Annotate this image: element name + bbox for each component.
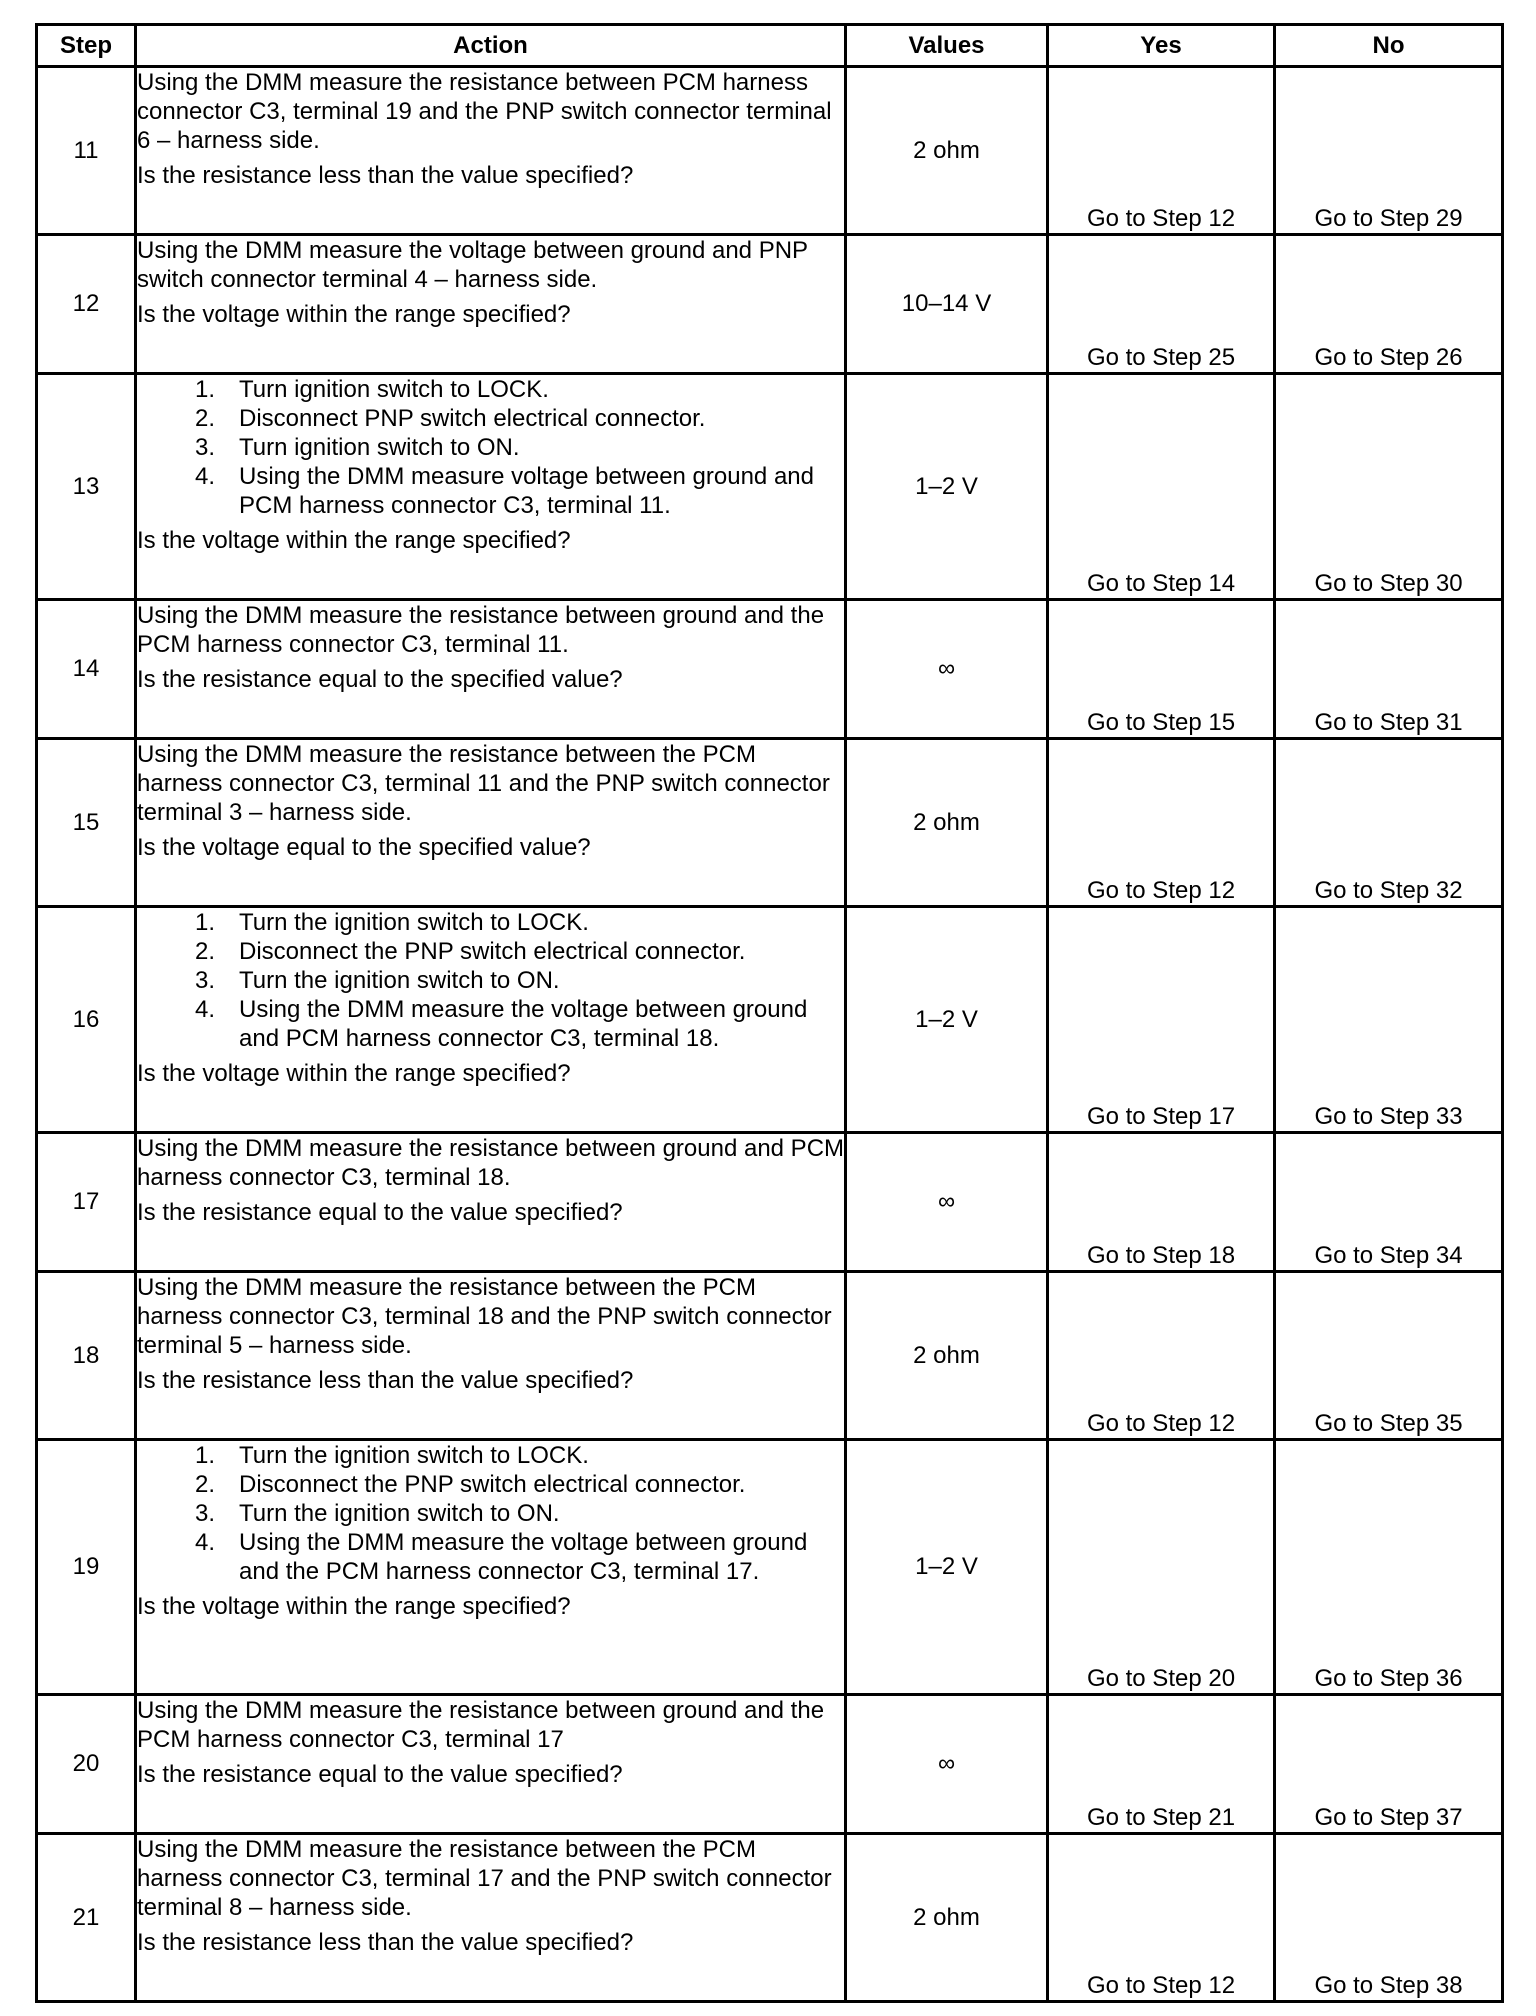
list-text: Turn the ignition switch to ON.	[239, 1500, 560, 1527]
step-number: 20	[37, 1695, 136, 1834]
value-cell: 1–2 V	[846, 907, 1048, 1133]
action-question: Is the resistance less than the value specified?	[137, 1367, 634, 1394]
header-step: Step	[37, 25, 136, 67]
action-question: Is the voltage within the range specified?	[137, 527, 571, 554]
action-cell	[136, 600, 846, 739]
no-cell: Go to Step 33	[1275, 907, 1503, 1133]
list-number: 4.	[194, 1529, 215, 1556]
procedure-list	[137, 908, 844, 1053]
step-number: 19	[37, 1440, 136, 1695]
action-cell	[136, 1695, 846, 1834]
step-number: 11	[37, 67, 136, 235]
list-text: Using the DMM measure the voltage between ground and PCM harness connector C3, terminal 18.	[239, 996, 808, 1052]
table-row	[37, 1440, 1503, 1695]
action-text: Using the DMM measure the resistance between ground and the PCM harness connector C3, terminal 11.	[137, 602, 825, 658]
list-text: Using the DMM measure the voltage between ground and the PCM harness connector C3, terminal 17.	[239, 1529, 808, 1585]
value-cell: 1–2 V	[846, 374, 1048, 600]
table-row	[37, 600, 1503, 739]
value-cell: 10–14 V	[846, 235, 1048, 374]
list-item	[137, 433, 844, 462]
yes-cell: Go to Step 12	[1048, 1834, 1275, 2002]
yes-cell: Go to Step 17	[1048, 907, 1275, 1133]
no-cell: Go to Step 37	[1275, 1695, 1503, 1834]
step-number: 15	[37, 739, 136, 907]
action-question: Is the resistance equal to the specified value?	[137, 666, 623, 693]
header-yes: Yes	[1048, 25, 1275, 67]
step-number: 18	[37, 1272, 136, 1440]
step-number: 21	[37, 1834, 136, 2002]
value-cell: ∞	[846, 1133, 1048, 1272]
yes-cell: Go to Step 12	[1048, 1272, 1275, 1440]
no-cell: Go to Step 34	[1275, 1133, 1503, 1272]
action-question: Is the resistance less than the value specified?	[137, 162, 634, 189]
list-number: 4.	[194, 996, 215, 1023]
list-text: Disconnect the PNP switch electrical connector.	[239, 938, 746, 965]
step-number: 17	[37, 1133, 136, 1272]
action-cell	[136, 235, 846, 374]
header-row	[37, 25, 1503, 67]
list-item	[137, 937, 844, 966]
list-number: 4.	[194, 463, 215, 490]
diagnostic-table	[35, 23, 1504, 2003]
yes-cell: Go to Step 18	[1048, 1133, 1275, 1272]
action-cell	[136, 739, 846, 907]
yes-cell: Go to Step 25	[1048, 235, 1275, 374]
no-cell: Go to Step 32	[1275, 739, 1503, 907]
step-number: 16	[37, 907, 136, 1133]
table-row	[37, 67, 1503, 235]
procedure-list	[137, 1441, 844, 1586]
action-cell	[136, 374, 846, 600]
no-cell: Go to Step 36	[1275, 1440, 1503, 1695]
action-cell	[136, 1834, 846, 2002]
yes-cell: Go to Step 14	[1048, 374, 1275, 600]
action-cell	[136, 67, 846, 235]
yes-cell: Go to Step 12	[1048, 67, 1275, 235]
action-question: Is the voltage within the range specified?	[137, 301, 571, 328]
table-row	[37, 374, 1503, 600]
action-cell	[136, 907, 846, 1133]
action-text: Using the DMM measure the resistance between ground and PCM harness connector C3, terminal 18.	[137, 1135, 845, 1191]
list-item	[137, 404, 844, 433]
list-item	[137, 908, 844, 937]
list-number: 1.	[194, 376, 215, 403]
no-cell: Go to Step 30	[1275, 374, 1503, 600]
list-text: Turn the ignition switch to LOCK.	[239, 1442, 589, 1469]
list-text: Disconnect the PNP switch electrical connector.	[239, 1471, 746, 1498]
list-number: 2.	[194, 1471, 215, 1498]
list-item	[137, 375, 844, 404]
list-item	[137, 1499, 844, 1528]
list-text: Turn the ignition switch to ON.	[239, 967, 560, 994]
list-text: Disconnect PNP switch electrical connector.	[239, 405, 706, 432]
list-text: Using the DMM measure voltage between ground and PCM harness connector C3, terminal 11.	[239, 463, 814, 519]
list-text: Turn ignition switch to ON.	[239, 434, 520, 461]
list-item	[137, 462, 844, 520]
table-row	[37, 1695, 1503, 1834]
table-row	[37, 907, 1503, 1133]
no-cell: Go to Step 38	[1275, 1834, 1503, 2002]
no-cell: Go to Step 29	[1275, 67, 1503, 235]
action-text: Using the DMM measure the resistance between the PCM harness connector C3, terminal 17 and the PNP switch connector terminal 8 – harness side.	[137, 1836, 832, 1921]
action-question: Is the voltage within the range specified?	[137, 1060, 571, 1087]
value-cell: ∞	[846, 600, 1048, 739]
list-text: Turn ignition switch to LOCK.	[239, 376, 549, 403]
action-text: Using the DMM measure the resistance between ground and the PCM harness connector C3, terminal 17	[137, 1697, 825, 1753]
action-cell	[136, 1440, 846, 1695]
list-number: 3.	[194, 434, 215, 461]
list-item	[137, 995, 844, 1053]
list-item	[137, 1528, 844, 1586]
value-cell: 1–2 V	[846, 1440, 1048, 1695]
action-question: Is the voltage within the range specified?	[137, 1593, 571, 1620]
action-question: Is the resistance less than the value specified?	[137, 1929, 634, 1956]
value-cell: 2 ohm	[846, 1834, 1048, 2002]
step-number: 13	[37, 374, 136, 600]
table-row	[37, 1133, 1503, 1272]
header-action: Action	[136, 25, 846, 67]
list-item	[137, 1441, 844, 1470]
table-row	[37, 1834, 1503, 2002]
value-cell: 2 ohm	[846, 67, 1048, 235]
action-question: Is the resistance equal to the value specified?	[137, 1199, 623, 1226]
list-item	[137, 966, 844, 995]
list-number: 2.	[194, 405, 215, 432]
list-number: 1.	[194, 909, 215, 936]
value-cell: ∞	[846, 1695, 1048, 1834]
step-number: 14	[37, 600, 136, 739]
list-number: 1.	[194, 1442, 215, 1469]
action-question: Is the resistance equal to the value specified?	[137, 1761, 623, 1788]
yes-cell: Go to Step 20	[1048, 1440, 1275, 1695]
value-cell: 2 ohm	[846, 1272, 1048, 1440]
yes-cell: Go to Step 15	[1048, 600, 1275, 739]
no-cell: Go to Step 31	[1275, 600, 1503, 739]
table-row	[37, 1272, 1503, 1440]
step-number: 12	[37, 235, 136, 374]
list-number: 2.	[194, 938, 215, 965]
table-row	[37, 739, 1503, 907]
list-item	[137, 1470, 844, 1499]
action-text: Using the DMM measure the voltage between ground and PNP switch connector terminal 4 – harness side.	[137, 237, 808, 293]
action-cell	[136, 1133, 846, 1272]
procedure-list	[137, 375, 844, 520]
value-cell: 2 ohm	[846, 739, 1048, 907]
table-row	[37, 235, 1503, 374]
action-text: Using the DMM measure the resistance between the PCM harness connector C3, terminal 18 and the PNP switch connector terminal 5 – harness side.	[137, 1274, 832, 1359]
list-text: Turn the ignition switch to LOCK.	[239, 909, 589, 936]
list-number: 3.	[194, 967, 215, 994]
list-number: 3.	[194, 1500, 215, 1527]
yes-cell: Go to Step 21	[1048, 1695, 1275, 1834]
yes-cell: Go to Step 12	[1048, 739, 1275, 907]
header-values: Values	[846, 25, 1048, 67]
action-text: Using the DMM measure the resistance between the PCM harness connector C3, terminal 11 and the PNP switch connector terminal 3 – harness side.	[137, 741, 830, 826]
header-no: No	[1275, 25, 1503, 67]
action-cell	[136, 1272, 846, 1440]
no-cell: Go to Step 35	[1275, 1272, 1503, 1440]
action-text: Using the DMM measure the resistance between PCM harness connector C3, terminal 19 and the PNP switch connector terminal 6 – harness side.	[137, 69, 832, 154]
action-question: Is the voltage equal to the specified value?	[137, 834, 591, 861]
no-cell: Go to Step 26	[1275, 235, 1503, 374]
